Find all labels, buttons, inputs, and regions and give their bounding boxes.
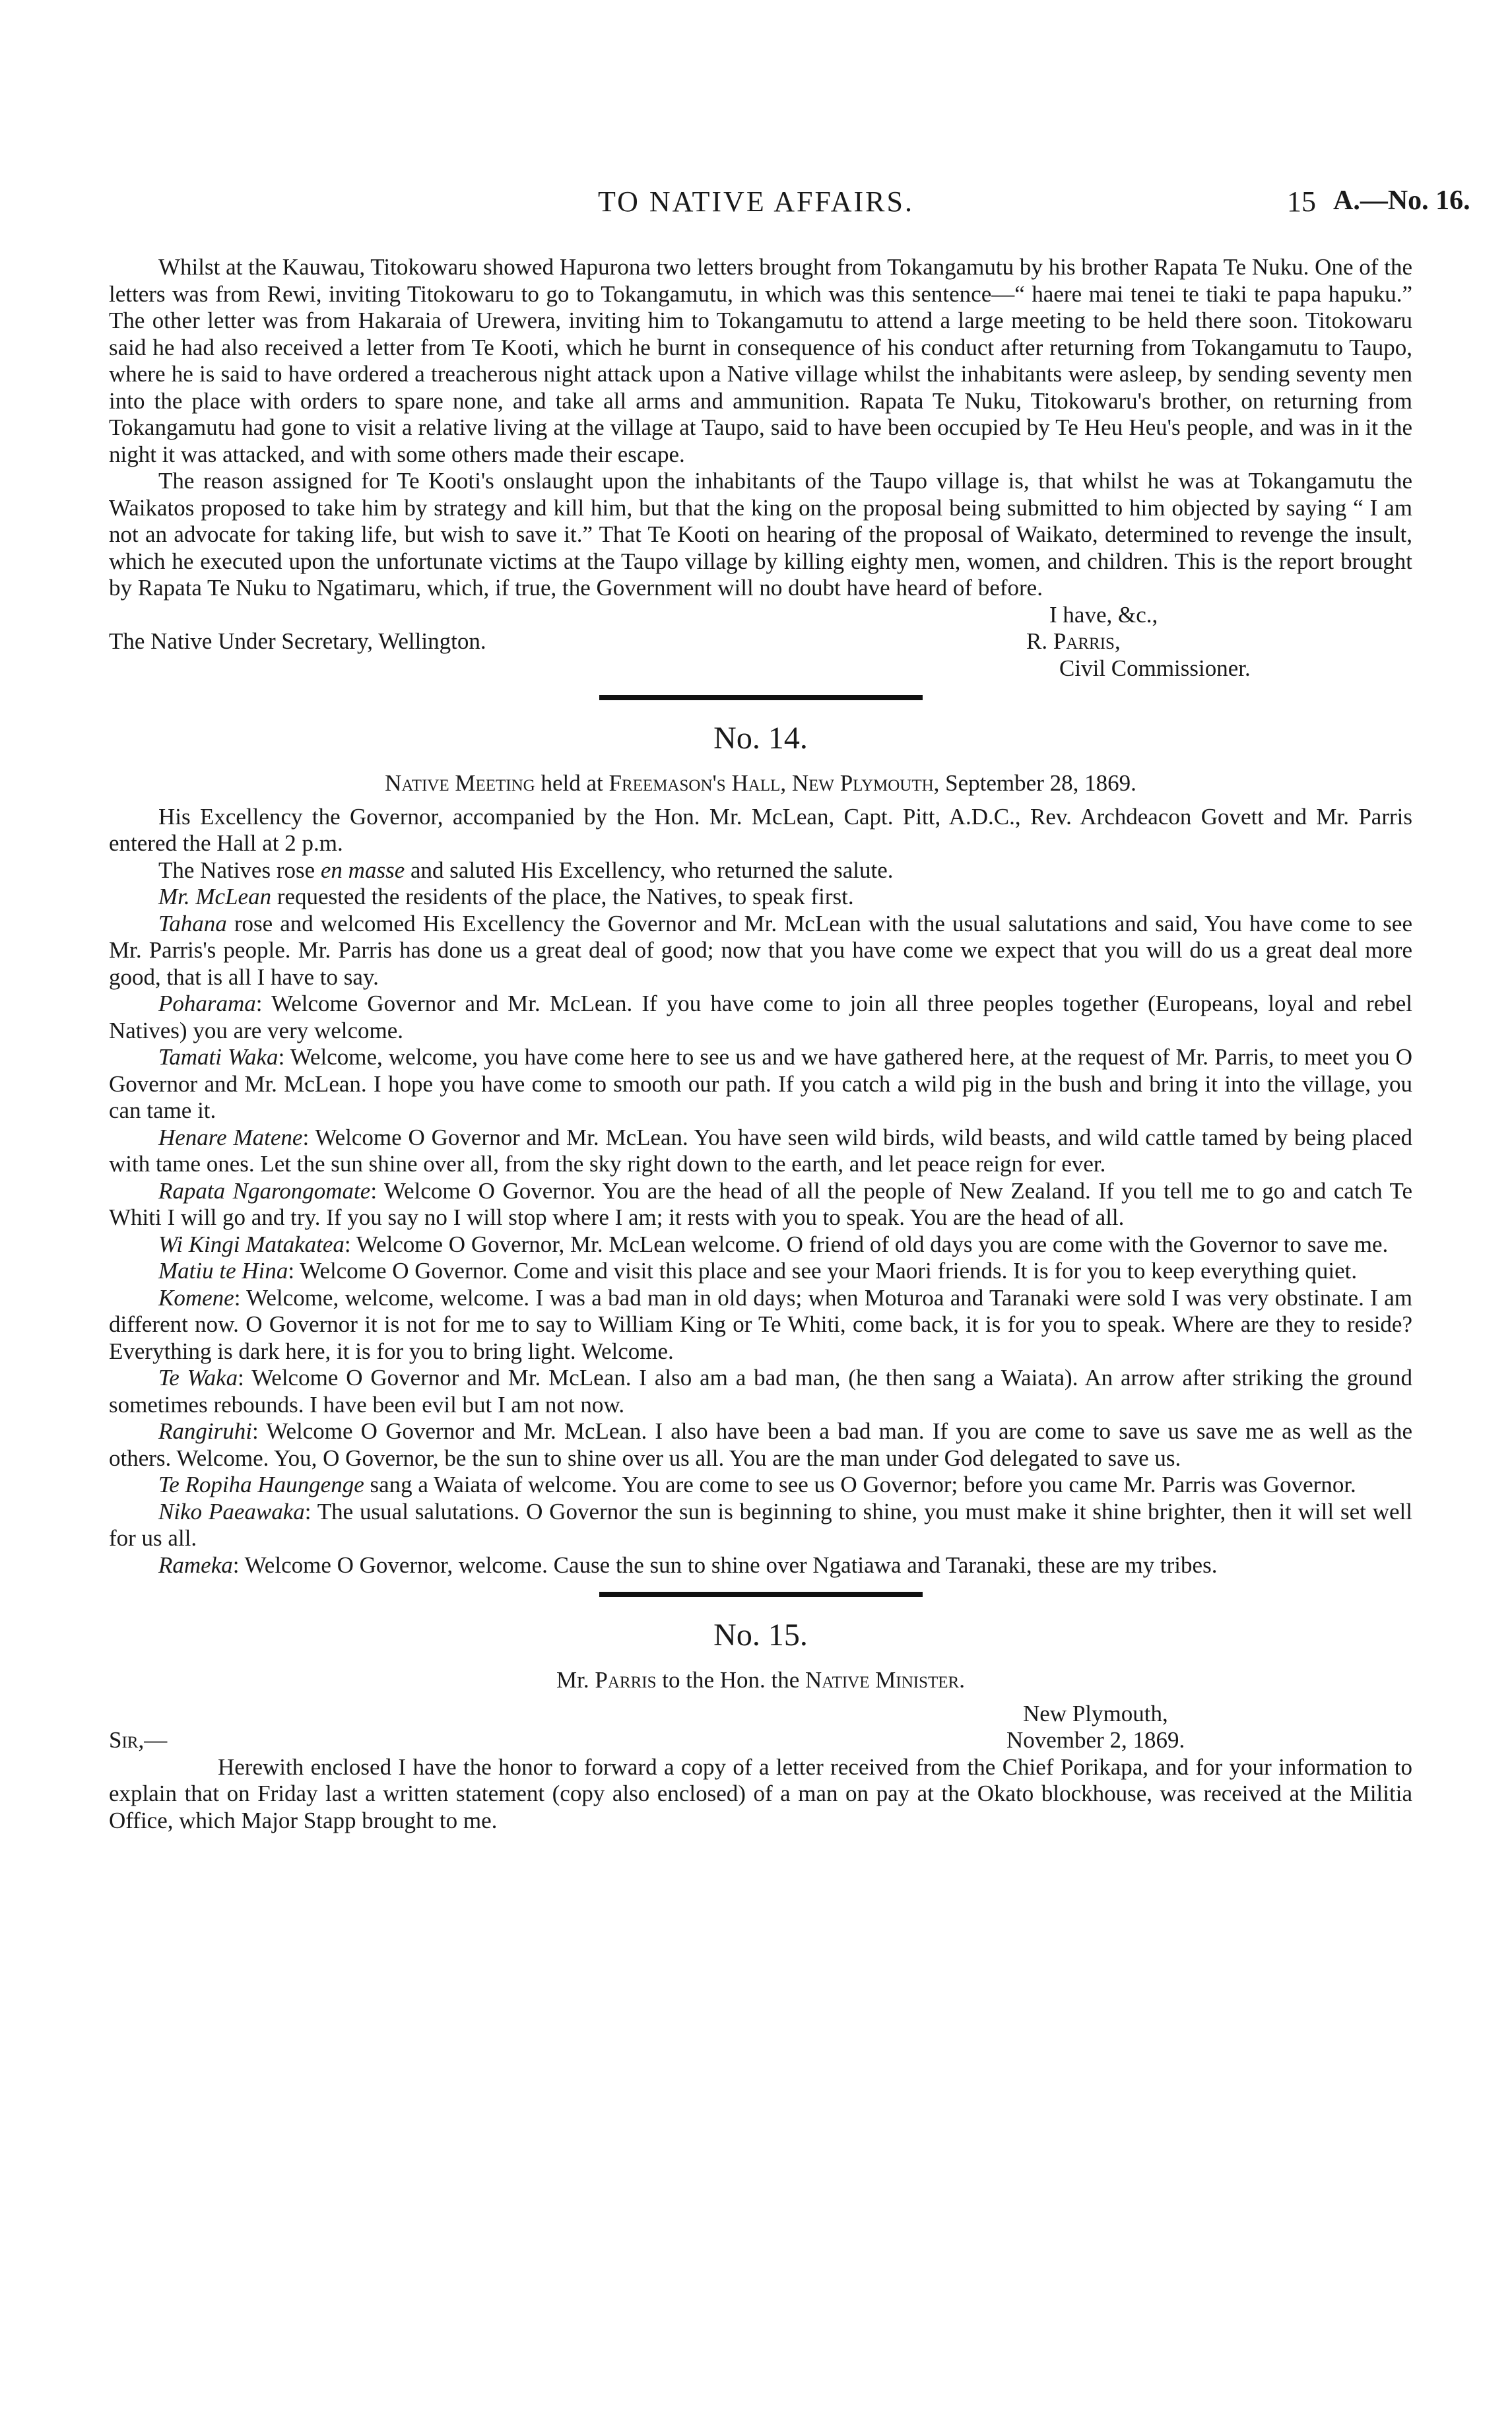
- paragraph: Herewith enclosed I have the honor to forward a copy of a letter received from the Chief Porikapa, and for your information to explain that on Friday last a written statement (copy also enclosed) of a man on pay at the Okato blockhouse, was received at the Militia Office, which Major Stapp brought to me.: [109, 1753, 1412, 1833]
- section-heading: No. 15.: [713, 1618, 808, 1653]
- subtitle-part: .: [959, 1667, 965, 1693]
- text-run: and saluted His Excellency, who returned the salute.: [405, 857, 894, 883]
- speech: [109, 1472, 1412, 1499]
- speech: [109, 1231, 1412, 1259]
- speaker-name: Rameka: [158, 1552, 233, 1578]
- section-no-15: [109, 1616, 1412, 1834]
- letter-13-continuation: [109, 254, 1412, 682]
- page-header: [0, 185, 1512, 224]
- subtitle-part: to the Hon. the: [656, 1667, 806, 1693]
- text-run: The Natives rose: [158, 857, 321, 883]
- salutation: Sir,—: [109, 1727, 168, 1753]
- speech-text: rose and welcomed His Excellency the Governor and Mr. McLean with the usual salutations and said, You have come to see Mr. Parris's people. Mr. Parris has done us a great deal of good; now that you have come we expect that you will do us a great deal more good, that is all I have to say.: [109, 910, 1412, 990]
- section-no-14: [109, 719, 1412, 1579]
- speech-text: : Welcome O Governor. You are the head of all the people of New Zealand. If you tell me to go and catch Te Whiti I will go and try. If you say no I will stop where I am; it rests with you to speak. You are the head of all.: [109, 1177, 1412, 1230]
- place-row: [109, 1701, 1412, 1728]
- speech-text: : Welcome O Governor, Mr. McLean welcome. O friend of old days you are come with the Governor to save me.: [344, 1231, 1389, 1257]
- letter-place: New Plymouth,: [1023, 1700, 1168, 1726]
- speech: [109, 1125, 1412, 1178]
- page-body: [109, 254, 1412, 1834]
- section-divider: [599, 1592, 923, 1597]
- speech-text: : Welcome O Governor. Come and visit this place and see your Maori friends. It is for you to keep everything quiet.: [288, 1258, 1358, 1284]
- speech-text: requested the residents of the place, the Natives, to speak first.: [271, 884, 854, 909]
- paragraph: His Excellency the Governor, accompanied by the Hon. Mr. McLean, Capt. Pitt, A.D.C., Rev. Archdeacon Govett and Mr. Parris entered the Hall at 2 p.m.: [109, 803, 1412, 856]
- speech: [109, 1258, 1412, 1285]
- speech-text: : The usual salutations. O Governor the sun is beginning to shine, you must make it shine brighter, then it will set well for us all.: [109, 1498, 1412, 1551]
- section-subtitle: [109, 1667, 1412, 1694]
- speech-text: : Welcome Governor and Mr. McLean. If you have come to join all three peoples together (Europeans, loyal and rebel Natives) you are very welcome.: [109, 991, 1412, 1043]
- subtitle-part: held at: [535, 770, 609, 796]
- speaker-name: Tamati Waka: [158, 1044, 279, 1070]
- subtitle-part: Native Meeting: [385, 770, 535, 796]
- speaker-name: Rapata Ngarongomate: [158, 1177, 371, 1204]
- speech-text: : Welcome O Governor and Mr. McLean. You have seen wild birds, wild beasts, and wild cattle tamed by being placed with tame ones. Let the sun shine over all, from the sky right down to the earth, and let peace reign for ever.: [109, 1124, 1412, 1177]
- speech-text: : Welcome O Governor, welcome. Cause the sun to shine over Ngatiawa and Taranaki, these are my tribes.: [232, 1552, 1218, 1578]
- speaker-name: Tahana: [158, 910, 227, 936]
- speaker-name: Mr. McLean: [158, 884, 272, 909]
- paragraph: The reason assigned for Te Kooti's onslaught upon the inhabitants of the Taupo village is, that whilst he was at Tokangamutu the Waikatos proposed to take him by strategy and kill him, but that the king on the proposal being submitted to him objected by saying “ I am not an advocate for taking life, but wish to save it.” That Te Kooti on hearing of the proposal of Waikato, determined to revenge the insult, which he executed upon the unfortunate victims at the Taupo village by killing eighty men, women, and children. This is the report brought by Rapata Te Nuku to Ngatimaru, which, if true, the Government will no doubt have heard of before.: [109, 468, 1412, 601]
- speech: [109, 1285, 1412, 1365]
- title-row: [109, 655, 1412, 682]
- speech: [109, 1365, 1412, 1418]
- letter-date: November 2, 1869.: [1006, 1727, 1185, 1753]
- signatory-title: Civil Commissioner.: [1059, 655, 1251, 681]
- section-divider: [599, 695, 923, 700]
- speech: [109, 1418, 1412, 1472]
- section-subtitle: [109, 770, 1412, 797]
- text-run: en masse: [320, 857, 405, 883]
- speaker-name: Te Ropiha Haungenge: [158, 1472, 364, 1497]
- speaker-name: Matiu te Hina: [158, 1258, 288, 1284]
- document-reference: A.—No. 16.: [1333, 185, 1470, 216]
- page-number: 15: [1287, 185, 1316, 218]
- speech-text: sang a Waiata of welcome. You are come to see us O Governor; before you came Mr. Parris was Governor.: [364, 1472, 1356, 1497]
- speech-text: : Welcome, welcome, you have come here to see us and we have gathered here, at the request of Mr. Parris, to meet you O Governor and Mr. McLean. I hope you have come to smooth our path. If you catch a wild pig in the bush and bring it into the village, you can tame it.: [109, 1044, 1412, 1123]
- speech: [109, 911, 1412, 991]
- speaker-name: Poharama: [158, 991, 256, 1016]
- addressee-row: [109, 628, 1412, 655]
- speech: [109, 884, 1412, 911]
- subtitle-part: Parris: [595, 1667, 657, 1693]
- speech: [109, 1178, 1412, 1231]
- subtitle-part: Mr.: [556, 1667, 595, 1693]
- closing-row: [109, 602, 1412, 629]
- speech: [109, 1552, 1412, 1579]
- speech-text: : Welcome, welcome, welcome. I was a bad man in old days; when Moturoa and Taranaki were sold I was very obstinate. I am different now. O Governor it is not for me to say to William King or Te Whiti, come back, it is for you to speak. Where are they to reside? Everything is dark here, it is for you to bring light. Welcome.: [109, 1284, 1412, 1364]
- speech: [109, 1044, 1412, 1125]
- running-head: TO NATIVE AFFAIRS.: [598, 185, 914, 218]
- speaker-name: Henare Matene: [158, 1124, 303, 1150]
- section-heading: No. 14.: [713, 721, 808, 756]
- speaker-name: Komene: [158, 1284, 234, 1311]
- addressee: The Native Under Secretary, Wellington.: [109, 628, 486, 654]
- speech: [109, 1499, 1412, 1552]
- salutation-row: [109, 1727, 1412, 1754]
- speech-text: : Welcome O Governor and Mr. McLean. I also am a bad man, (he then sang a Waiata). An arrow after striking the ground sometimes rebounds. I have been evil but I am not now.: [109, 1365, 1412, 1418]
- signature: R. Parris,: [1026, 628, 1121, 654]
- paragraph: Whilst at the Kauwau, Titokowaru showed Hapurona two letters brought from Tokangamutu by his brother Rapata Te Nuku. One of the letters was from Rewi, inviting Titokowaru to go to Tokangamutu, in which was this sentence—“ haere mai tenei te tiaki te papa hapuku.” The other letter was from Hakaraia of Urewera, inviting him to Tokangamutu to attend a large meeting to be held there soon. Titokowaru said he had also received a letter from Te Kooti, which he burnt in consequence of his conduct after returning from Tokangamutu to Taupo, where he is said to have ordered a treacherous night attack upon a Native village whilst the inhabitants were asleep, by sending seventy men into the place with orders to spare none, and take all arms and ammunition. Rapata Te Nuku, Titokowaru's brother, on returning from Tokangamutu had gone to visit a relative living at the village at Taupo, said to have been occupied by Te Heu Heu's people, and was in it the night it was attacked, and with some others made their escape.: [109, 254, 1412, 467]
- subtitle-part: Freemason's Hall, New Plymouth,: [608, 770, 940, 796]
- speaker-name: Rangiruhi: [158, 1418, 252, 1444]
- subtitle-part: Native Minister: [805, 1667, 960, 1693]
- speech-text: : Welcome O Governor and Mr. McLean. I also have been a bad man. If you are come to save us save me as well as the others. Welcome. You, O Governor, be the sun to shine over us all. You are the man under God delegated to save us.: [109, 1418, 1412, 1471]
- speaker-name: Wi Kingi Matakatea: [158, 1231, 345, 1257]
- speech: [109, 991, 1412, 1044]
- speaker-name: Niko Paeawaka: [158, 1498, 305, 1524]
- speaker-name: Te Waka: [158, 1365, 238, 1391]
- paragraph: [109, 857, 1412, 884]
- subtitle-part: September 28, 1869.: [939, 770, 1136, 796]
- closing: I have, &c.,: [1049, 601, 1158, 628]
